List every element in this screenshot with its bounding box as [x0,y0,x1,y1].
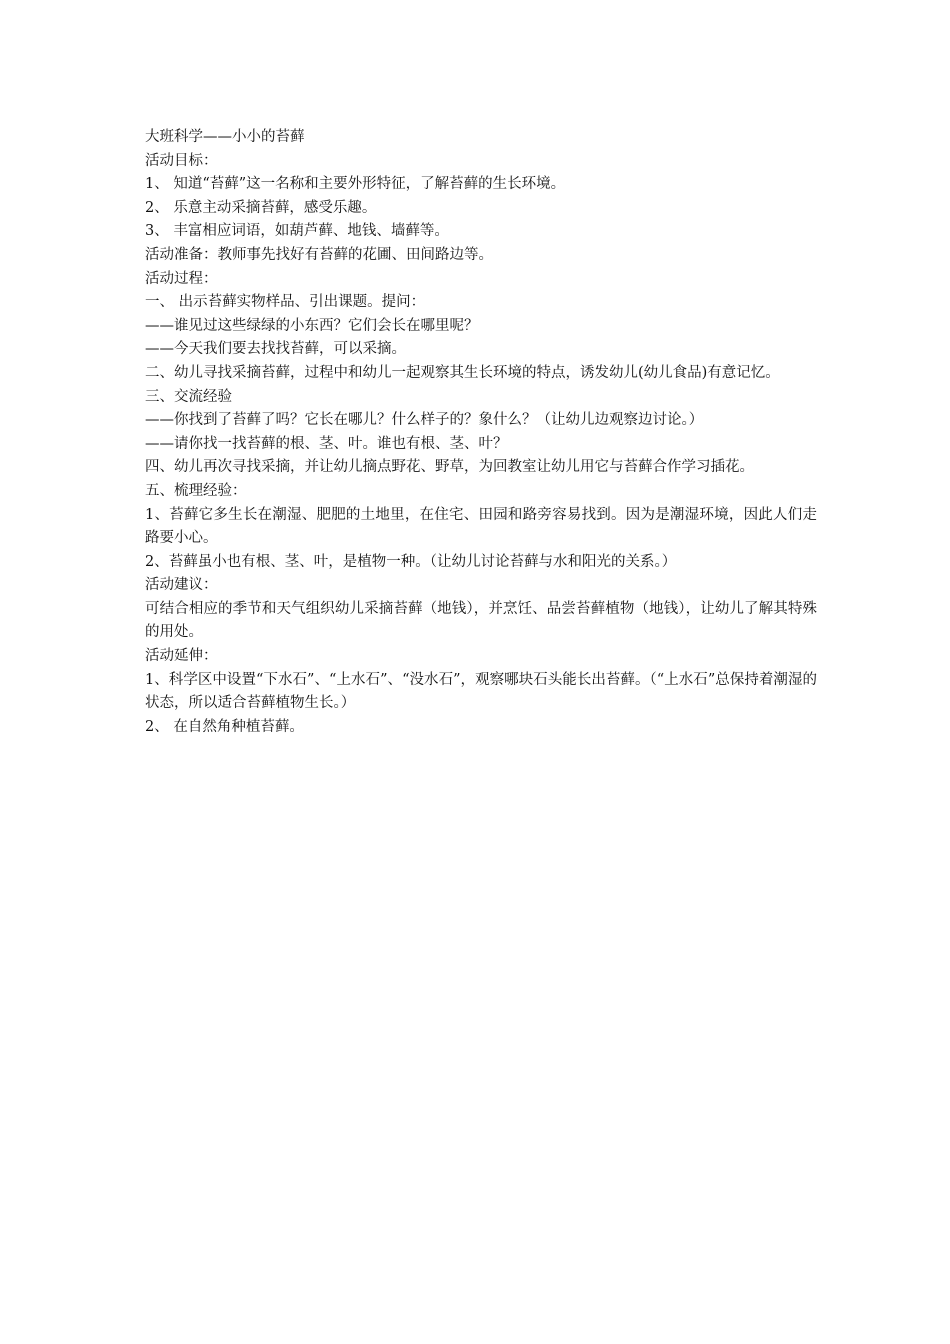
section-heading-process: 活动过程： [145,270,218,287]
extension-item: 2、 在自然角种植苔藓。 [145,718,304,735]
process-step: 三、交流经验 [145,388,232,405]
process-dialogue: ——今天我们要去找找苔藓，可以采摘。 [145,341,406,358]
process-step: 一、 出示苔藓实物样品、引出课题。提问： [145,294,426,311]
process-dialogue: ——请你找一找苔藓的根、茎、叶。谁也有根、茎、叶？ [145,435,508,452]
preparation-text: 活动准备：教师事先找好有苔藓的花圃、田间路边等。 [145,246,493,263]
suggestion-text: 可结合相应的季节和天气组织幼儿采摘苔藓（地钱），并烹饪、品尝苔藓植物（地钱），让幼儿了解其特殊的用处。 [145,600,817,641]
process-step: 四、幼儿再次寻找采摘，并让幼儿摘点野花、野草，为回教室让幼儿用它与苔藓合作学习插花。 [145,459,754,476]
process-step: 五、梳理经验： [145,482,247,499]
summary-item: 1、苔藓它多生长在潮湿、肥肥的土地里，在住宅、田园和路旁容易找到。因为是潮湿环境，因此人们走路要小心。 [145,506,817,547]
goal-item: 2、 乐意主动采摘苔藓，感受乐趣。 [145,199,377,216]
section-heading-goals: 活动目标： [145,152,218,169]
document-body [145,126,817,739]
process-dialogue: ——谁见过这些绿绿的小东西？它们会长在哪里呢？ [145,317,479,334]
summary-item: 2、苔藓虽小也有根、茎、叶，是植物一种。（让幼儿讨论苔藓与水和阳光的关系。） [145,553,677,570]
goal-item: 3、 丰富相应词语，如葫芦藓、地钱、墙藓等。 [145,223,449,240]
process-step: 二、幼儿寻找采摘苔藓，过程中和幼儿一起观察其生长环境的特点，诱发幼儿(幼儿食品)有意记忆。 [145,364,780,381]
section-heading-suggestions: 活动建议： [145,577,218,594]
process-dialogue: ——你找到了苔藓了吗？它长在哪儿？什么样子的？象什么？（让幼儿边观察边讨论。） [145,412,704,429]
extension-item: 1、科学区中设置“下水石”、“上水石”、“没水石”，观察哪块石头能长出苔藓。（“上水石”总保持着潮湿的状态，所以适合苔藓植物生长。） [145,671,817,712]
section-heading-extension: 活动延伸： [145,648,218,665]
document-title: 大班科学——小小的苔藓 [145,129,305,145]
goal-item: 1、 知道“苔藓”这一名称和主要外形特征，了解苔藓的生长环境。 [145,176,566,193]
